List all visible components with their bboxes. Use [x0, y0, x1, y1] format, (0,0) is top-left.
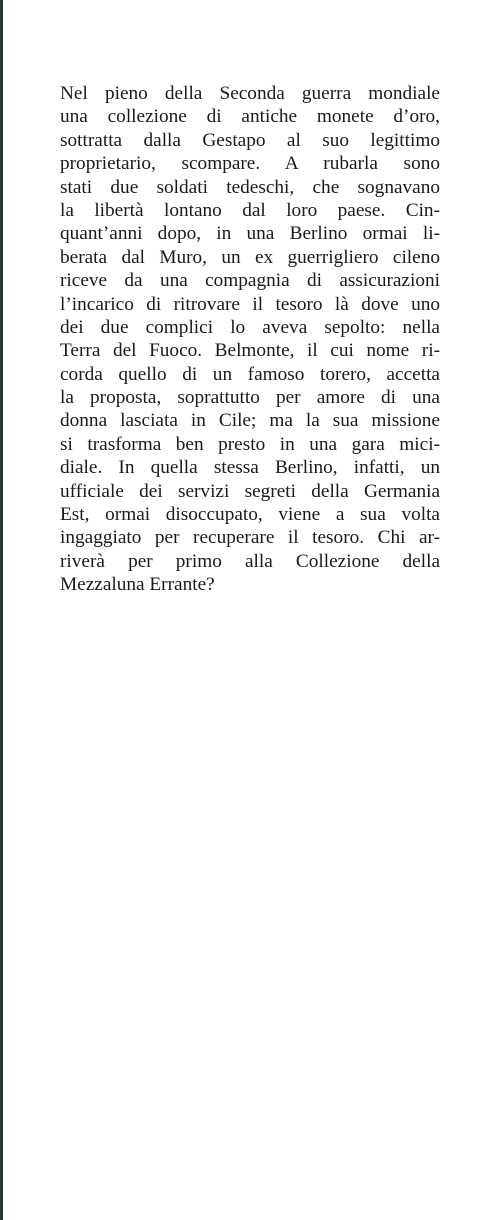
- blurb-line: la libertà lontano dal loro paese. Cin-: [60, 199, 440, 221]
- blurb-line: si trasforma ben presto in una gara mici-: [60, 433, 440, 455]
- blurb-line: sottratta dalla Gestapo al suo legittimo: [60, 129, 440, 151]
- blurb-line: l’incarico di ritrovare il tesoro là dove uno: [60, 293, 440, 315]
- blurb-line: proprietario, scompare. A rubarla sono: [60, 153, 440, 175]
- blurb-line: donna lasciata in Cile; ma la sua missione: [60, 410, 440, 432]
- spine-edge-stripe: [0, 0, 3, 1220]
- blurb-line: corda quello di un famoso torero, accetta: [60, 363, 440, 385]
- blurb-text: [60, 82, 440, 597]
- blurb-line: berata dal Muro, un ex guerrigliero cileno: [60, 246, 440, 268]
- blurb-line: dei due complici lo aveva sepolto: nella: [60, 316, 440, 338]
- blurb-line: quant’anni dopo, in una Berlino ormai li-: [60, 223, 440, 245]
- blurb-line: Est, ormai disoccupato, viene a sua volta: [60, 504, 440, 526]
- blurb-line: la proposta, soprattutto per amore di una: [60, 387, 440, 409]
- blurb-line: diale. In quella stessa Berlino, infatti, un: [60, 457, 440, 479]
- blurb-line: riverà per primo alla Collezione della: [60, 550, 440, 572]
- blurb-line: stati due soldati tedeschi, che sognavano: [60, 176, 440, 198]
- blurb-line: riceve da una compagnia di assicurazioni: [60, 270, 440, 292]
- blurb-line: ufficiale dei servizi segreti della Germania: [60, 480, 440, 502]
- blurb-line: Terra del Fuoco. Belmonte, il cui nome ri-: [60, 340, 440, 362]
- blurb-line: ingaggiato per recuperare il tesoro. Chi ar-: [60, 527, 440, 549]
- blurb-line: Mezzaluna Errante?: [60, 574, 215, 596]
- blurb-line: una collezione di antiche monete d’oro,: [60, 106, 440, 128]
- blurb-line: Nel pieno della Seconda guerra mondiale: [60, 83, 440, 104]
